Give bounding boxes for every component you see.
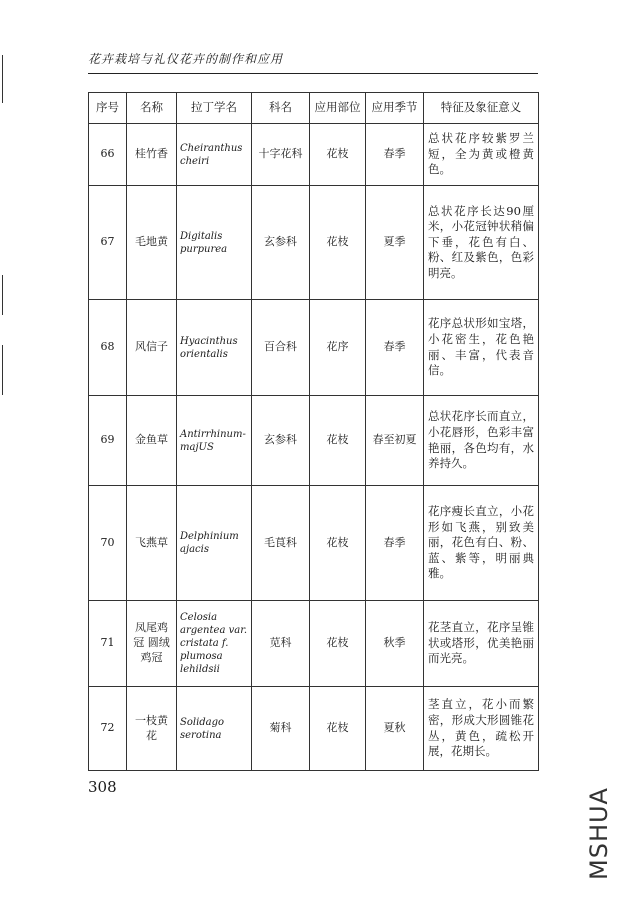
cell-number: 71 xyxy=(89,601,127,687)
cell-latin: Cheiranthus cheiri xyxy=(177,124,252,186)
cell-meaning: 花茎直立，花序呈锥状或塔形，优美艳丽而光亮。 xyxy=(424,601,539,687)
cell-part: 花枝 xyxy=(310,486,366,601)
cell-name: 凤尾鸡冠 圆绒鸡冠 xyxy=(127,601,177,687)
cell-season: 夏秋 xyxy=(366,687,424,771)
cell-meaning: 茎直立，花小而繁密，形成大形圆锥花丛，黄色，疏松开展，花期长。 xyxy=(424,687,539,771)
cell-family: 苋科 xyxy=(252,601,310,687)
column-header: 名称 xyxy=(127,93,177,124)
cell-part: 花枝 xyxy=(310,687,366,771)
table-row xyxy=(89,396,539,486)
cell-latin: Solidago serotina xyxy=(177,687,252,771)
column-header: 科名 xyxy=(252,93,310,124)
column-header: 应用季节 xyxy=(366,93,424,124)
cell-name: 桂竹香 xyxy=(127,124,177,186)
cell-family: 玄参科 xyxy=(252,396,310,486)
cell-family: 十字花科 xyxy=(252,124,310,186)
table-row xyxy=(89,124,539,186)
cell-number: 70 xyxy=(89,486,127,601)
page-number: 308 xyxy=(88,778,117,796)
cell-name: 毛地黄 xyxy=(127,186,177,300)
cell-family: 玄参科 xyxy=(252,186,310,300)
table-row xyxy=(89,687,539,771)
table-row xyxy=(89,186,539,300)
cell-latin: Antirrhinum-majUS xyxy=(177,396,252,486)
column-header: 拉丁学名 xyxy=(177,93,252,124)
column-header: 特征及象征意义 xyxy=(424,93,539,124)
cell-number: 72 xyxy=(89,687,127,771)
cell-season: 春季 xyxy=(366,300,424,396)
table-row xyxy=(89,601,539,687)
cell-family: 百合科 xyxy=(252,300,310,396)
cell-latin: Celosia argentea var. cristata f. plumosa lehildsii xyxy=(177,601,252,687)
table-row xyxy=(89,486,539,601)
cell-season: 秋季 xyxy=(366,601,424,687)
cell-meaning: 总状花序长而直立，小花唇形，色彩丰富艳丽，各色均有，水养持久。 xyxy=(424,396,539,486)
margin-mark xyxy=(2,55,3,103)
cell-number: 67 xyxy=(89,186,127,300)
column-header: 序号 xyxy=(89,93,127,124)
running-header: 花卉栽培与礼仪花卉的制作和应用 xyxy=(88,52,284,66)
plant-table xyxy=(88,92,539,771)
cell-season: 夏季 xyxy=(366,186,424,300)
cell-part: 花枝 xyxy=(310,124,366,186)
cell-name: 金鱼草 xyxy=(127,396,177,486)
cell-season: 春季 xyxy=(366,124,424,186)
cell-number: 69 xyxy=(89,396,127,486)
cell-latin: Hyacinthus orientalis xyxy=(177,300,252,396)
table-header-row xyxy=(89,93,539,124)
cell-meaning: 总状花序长达90厘米，小花冠钟状稍偏下垂，花色有白、粉、红及紫色，色彩明亮。 xyxy=(424,186,539,300)
watermark: MSHUA xyxy=(585,787,613,880)
margin-mark xyxy=(2,345,3,395)
cell-part: 花序 xyxy=(310,300,366,396)
cell-number: 66 xyxy=(89,124,127,186)
cell-number: 68 xyxy=(89,300,127,396)
cell-family: 毛茛科 xyxy=(252,486,310,601)
cell-season: 春至初夏 xyxy=(366,396,424,486)
table-row xyxy=(89,300,539,396)
cell-meaning: 花序总状形如宝塔，小花密生，花色艳丽、丰富，代表音信。 xyxy=(424,300,539,396)
cell-meaning: 花序瘦长直立，小花形如飞燕，别致美丽，花色有白、粉、蓝、紫等，明丽典雅。 xyxy=(424,486,539,601)
cell-latin: Digitalis purpurea xyxy=(177,186,252,300)
cell-part: 花枝 xyxy=(310,186,366,300)
cell-family: 菊科 xyxy=(252,687,310,771)
cell-latin: Delphinium ajacis xyxy=(177,486,252,601)
header-rule xyxy=(88,73,538,74)
cell-part: 花枝 xyxy=(310,396,366,486)
cell-part: 花枝 xyxy=(310,601,366,687)
cell-name: 飞燕草 xyxy=(127,486,177,601)
column-header: 应用部位 xyxy=(310,93,366,124)
cell-name: 风信子 xyxy=(127,300,177,396)
cell-name: 一枝黄花 xyxy=(127,687,177,771)
margin-mark xyxy=(2,275,3,315)
cell-season: 春季 xyxy=(366,486,424,601)
cell-meaning: 总状花序较紫罗兰短，全为黄或橙黄色。 xyxy=(424,124,539,186)
